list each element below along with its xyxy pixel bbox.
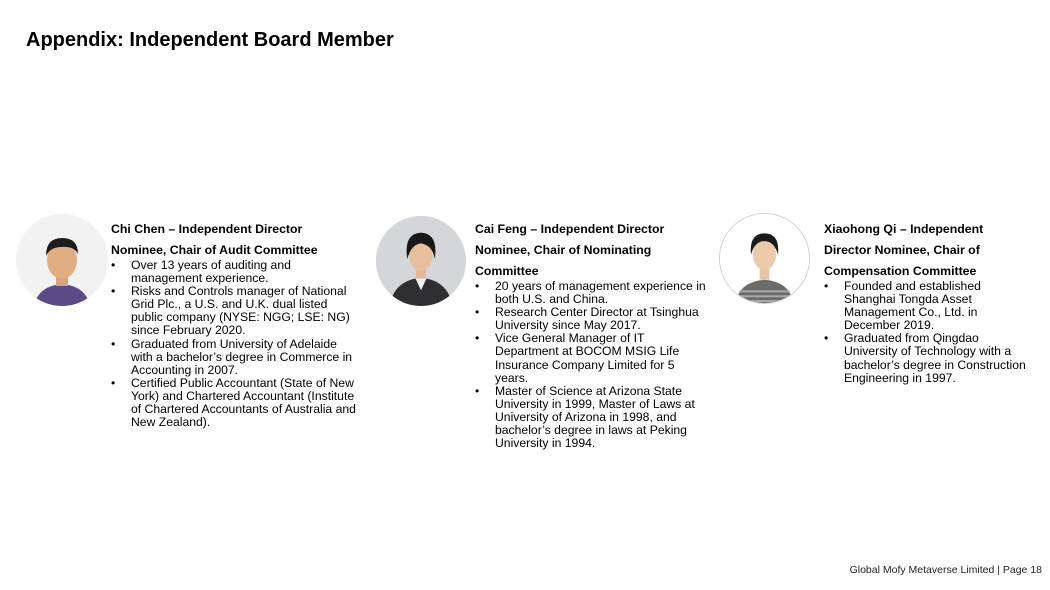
bio-bullet: • Graduated from University of Adelaide with a bachelor’s degree in Commerce in Accounting in 2007.: [131, 338, 361, 377]
bio-bullet: • Master of Science at Arizona State University in 1999, Master of Laws at University of Arizona in 1998, and bachelor’s degree in laws at Peking University in 1994.: [495, 385, 707, 450]
member-name-title: Xiaohong Qi – Independent Director Nominee, Chair of Compensation Committee: [824, 222, 984, 278]
person-silhouette-icon: [376, 216, 466, 306]
portrait-photo-chi-chen: [16, 214, 108, 306]
bio-bullet: • Research Center Director at Tsinghua University since May 2017.: [495, 306, 707, 332]
member-name-title: Cai Feng – Independent Director Nominee, Chair of Nominating Committee: [475, 222, 665, 278]
person-silhouette-icon: [720, 214, 809, 303]
bio-bullet: • Graduated from Qingdao University of Technology with a bachelor’s degree in Construction Engineering in 1997.: [844, 332, 1029, 384]
bio-bullet: • 20 years of management experience in both U.S. and China.: [495, 280, 707, 306]
slide-title: Appendix: Independent Board Member: [26, 29, 394, 51]
bio-bullet: • Over 13 years of auditing and management experience.: [131, 259, 361, 285]
bio-bullet: • Vice General Manager of IT Department at BOCOM MSIG Life Insurance Company Limited for 5 years.: [495, 332, 707, 384]
bio-bullet: • Risks and Controls manager of National Grid Plc., a U.S. and U.K. dual listed public company (NYSE: NGG; LSE: NG) since February 2020.: [131, 285, 361, 337]
bio-bullet: • Certified Public Accountant (State of New York) and Chartered Accountant (Institute of Chartered Accountants of Australia and New Zealand).: [131, 377, 361, 429]
member-name-title: Chi Chen – Independent Director Nominee, Chair of Audit Committee: [111, 222, 318, 257]
bio-bullet: • Founded and established Shanghai Tongda Asset Management Co., Ltd. in December 2019.: [844, 280, 1029, 332]
portrait-photo-cai-feng: [376, 216, 466, 306]
person-silhouette-icon: [16, 214, 108, 306]
footer-company-page: Global Mofy Metaverse Limited | Page 18: [849, 564, 1042, 576]
portrait-photo-xiaohong-qi: [719, 213, 810, 304]
